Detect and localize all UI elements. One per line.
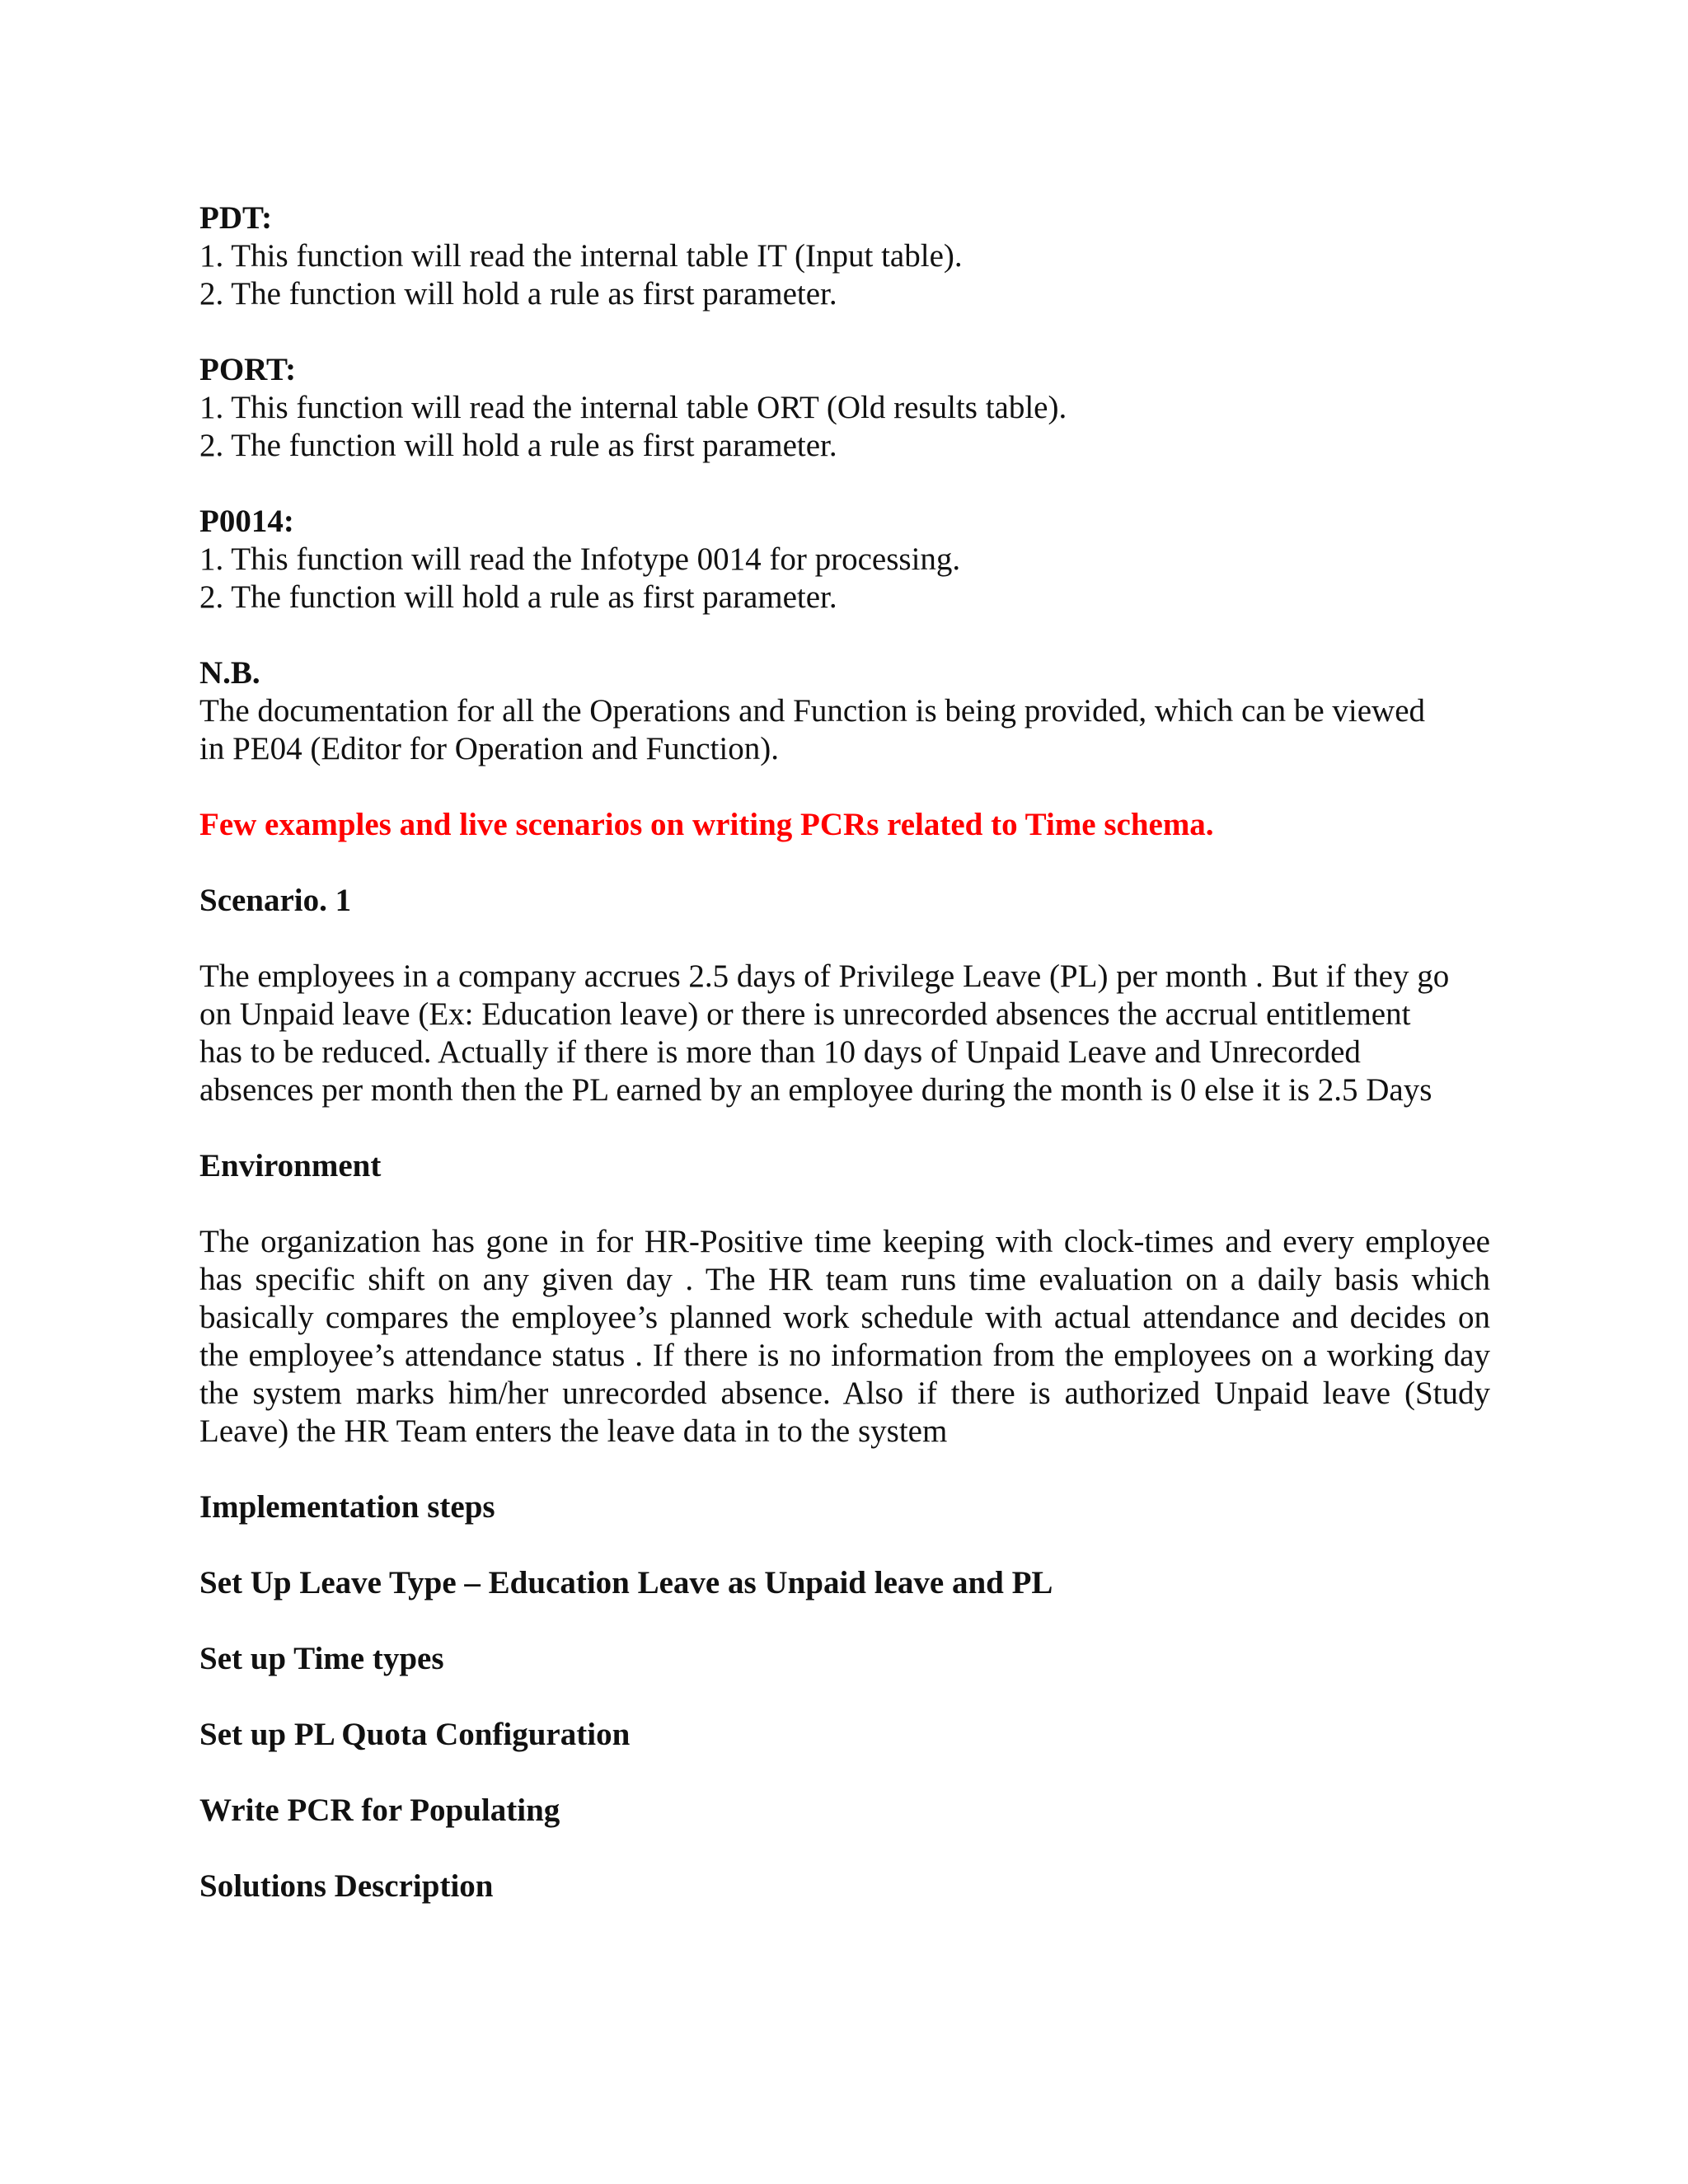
section-heading: PORT: [199,352,297,387]
section-port [199,351,1490,465]
note-line: The documentation for all the Operations and Function is being provided, which can be viewed [199,693,1426,729]
section-pdt [199,199,1490,313]
step-heading: Solutions Description [199,1868,494,1904]
scenario-line: has to be reduced. Actually if there is more than 10 days of Unpaid Leave and Unrecorded [199,1034,1361,1070]
scenario-line: The employees in a company accrues 2.5 days of Privilege Leave (PL) per month . But if they go [199,958,1450,994]
section-line: 2. The function will hold a rule as first parameter. [199,428,837,463]
scenario-heading: Scenario. 1 [199,883,352,918]
note-line: in PE04 (Editor for Operation and Function). [199,731,779,766]
scenario-line: on Unpaid leave (Ex: Education leave) or there is unrecorded absences the accrual entitlement [199,996,1411,1032]
scenario-paragraph [199,958,1490,1109]
section-p0014 [199,503,1490,616]
section-line: 2. The function will hold a rule as first parameter. [199,276,837,312]
note-heading: N.B. [199,655,260,691]
step-heading: Set up PL Quota Configuration [199,1717,631,1752]
implementation-heading: Implementation steps [199,1489,495,1525]
step-heading: Set Up Leave Type – Education Leave as Unpaid leave and PL [199,1565,1053,1601]
section-heading: P0014: [199,504,294,539]
section-line: 1. This function will read the Infotype 0014 for processing. [199,541,961,577]
section-heading: PDT: [199,200,273,236]
step-heading: Write PCR for Populating [199,1793,560,1828]
note-section [199,654,1490,768]
section-line: 1. This function will read the internal table ORT (Old results table). [199,390,1067,425]
step-heading: Set up Time types [199,1641,444,1676]
scenario-line: absences per month then the PL earned by an employee during the month is 0 else it is 2.5 Days [199,1072,1432,1108]
red-heading: Few examples and live scenarios on writing PCRs related to Time schema. [199,807,1214,842]
document-page [199,199,1490,1905]
environment-paragraph: The organization has gone in for HR-Positive time keeping with clock-times and every employee has specific shift on any given day . The HR team runs time evaluation on a daily basis which basically compares the employee’s planned work schedule with actual attendance and decides on the employee’s attendance status . If there is no information from the employees on a working day the system marks him/her unrecorded absence. Also if there is authorized Unpaid leave (Study Leave) the HR Team enters the leave data in to the system [199,1224,1490,1449]
environment-heading: Environment [199,1148,382,1183]
section-line: 2. The function will hold a rule as first parameter. [199,579,837,615]
section-line: 1. This function will read the internal table IT (Input table). [199,238,963,274]
